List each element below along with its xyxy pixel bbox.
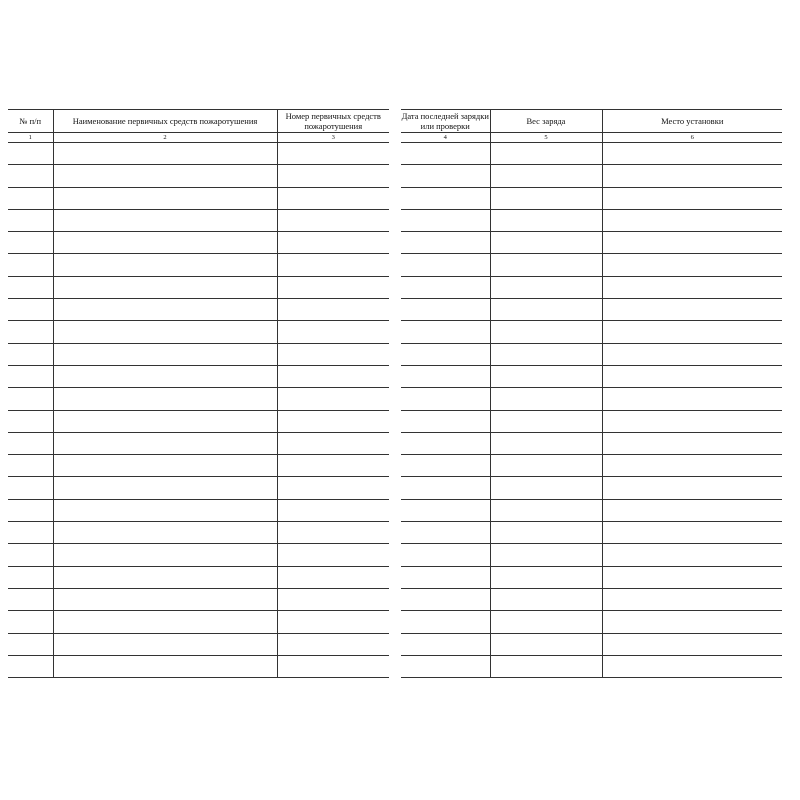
- table-cell[interactable]: [8, 611, 53, 633]
- table-cell[interactable]: [8, 254, 53, 276]
- table-cell[interactable]: [602, 499, 782, 521]
- table-cell[interactable]: [277, 276, 389, 298]
- table-row[interactable]: [401, 276, 782, 298]
- table-row[interactable]: [8, 209, 389, 231]
- column-number-row: [401, 133, 782, 143]
- table-cell[interactable]: [8, 388, 53, 410]
- table-row[interactable]: [401, 299, 782, 321]
- table-cell[interactable]: [53, 187, 277, 209]
- column-number: 2: [53, 133, 277, 143]
- table-row[interactable]: [8, 232, 389, 254]
- table-cell[interactable]: [490, 209, 602, 231]
- table-cell[interactable]: [53, 455, 277, 477]
- table-cell[interactable]: [401, 611, 490, 633]
- table-cell[interactable]: [602, 187, 782, 209]
- table-cell[interactable]: [277, 477, 389, 499]
- column-number: 1: [8, 133, 53, 143]
- left-page: [8, 109, 389, 678]
- table-cell[interactable]: [401, 321, 490, 343]
- table-cell[interactable]: [8, 499, 53, 521]
- table-cell[interactable]: [602, 611, 782, 633]
- column-header-name: Наименование первичных средств пожаротушения: [53, 110, 277, 133]
- table-cell[interactable]: [401, 209, 490, 231]
- table-row[interactable]: [401, 321, 782, 343]
- table-cell[interactable]: [401, 276, 490, 298]
- table-cell[interactable]: [277, 321, 389, 343]
- table-row[interactable]: [8, 143, 389, 165]
- table-cell[interactable]: [277, 611, 389, 633]
- table-cell[interactable]: [8, 209, 53, 231]
- table-cell[interactable]: [8, 165, 53, 187]
- table-row[interactable]: [401, 388, 782, 410]
- table-cell[interactable]: [602, 522, 782, 544]
- table-cell[interactable]: [490, 455, 602, 477]
- table-cell[interactable]: [602, 655, 782, 677]
- table-row[interactable]: [401, 143, 782, 165]
- table-cell[interactable]: [8, 299, 53, 321]
- table-row[interactable]: [8, 432, 389, 454]
- table-cell[interactable]: [401, 499, 490, 521]
- table-cell[interactable]: [8, 566, 53, 588]
- table-row[interactable]: [401, 365, 782, 387]
- table-row[interactable]: [8, 455, 389, 477]
- table-cell[interactable]: [401, 477, 490, 499]
- table-cell[interactable]: [8, 477, 53, 499]
- table-cell[interactable]: [53, 321, 277, 343]
- table-row[interactable]: [8, 522, 389, 544]
- table-cell[interactable]: [277, 588, 389, 610]
- table-cell[interactable]: [602, 566, 782, 588]
- table-cell[interactable]: [53, 299, 277, 321]
- table-row[interactable]: [401, 544, 782, 566]
- table-cell[interactable]: [277, 254, 389, 276]
- table-cell[interactable]: [490, 432, 602, 454]
- table-cell[interactable]: [490, 522, 602, 544]
- table-cell[interactable]: [490, 299, 602, 321]
- table-cell[interactable]: [490, 633, 602, 655]
- table-cell[interactable]: [401, 566, 490, 588]
- table-cell[interactable]: [602, 455, 782, 477]
- table-cell[interactable]: [277, 455, 389, 477]
- table-cell[interactable]: [53, 365, 277, 387]
- table-cell[interactable]: [401, 633, 490, 655]
- table-row[interactable]: [8, 187, 389, 209]
- table-cell[interactable]: [490, 187, 602, 209]
- table-row[interactable]: [401, 655, 782, 677]
- table-row[interactable]: [8, 566, 389, 588]
- table-cell[interactable]: [490, 143, 602, 165]
- table-cell[interactable]: [53, 209, 277, 231]
- table-cell[interactable]: [277, 165, 389, 187]
- table-cell[interactable]: [401, 655, 490, 677]
- table-cell[interactable]: [53, 611, 277, 633]
- table-row[interactable]: [8, 410, 389, 432]
- column-number-row: [8, 133, 389, 143]
- table-cell[interactable]: [490, 321, 602, 343]
- table-cell[interactable]: [490, 232, 602, 254]
- table-cell[interactable]: [401, 343, 490, 365]
- table-cell[interactable]: [277, 432, 389, 454]
- right-page: [401, 109, 782, 678]
- table-row[interactable]: [8, 633, 389, 655]
- table-cell[interactable]: [8, 276, 53, 298]
- table-cell[interactable]: [8, 544, 53, 566]
- table-cell[interactable]: [8, 522, 53, 544]
- table-row[interactable]: [401, 611, 782, 633]
- table-row[interactable]: [8, 499, 389, 521]
- table-cell[interactable]: [8, 343, 53, 365]
- table-cell[interactable]: [8, 655, 53, 677]
- header-row: [401, 110, 782, 133]
- table-cell[interactable]: [8, 321, 53, 343]
- table-cell[interactable]: [602, 209, 782, 231]
- table-cell[interactable]: [8, 588, 53, 610]
- table-row[interactable]: [401, 187, 782, 209]
- table-cell[interactable]: [53, 165, 277, 187]
- column-header-charge-weight: Вес заряда: [490, 110, 602, 133]
- table-cell[interactable]: [602, 232, 782, 254]
- table-cell[interactable]: [490, 343, 602, 365]
- table-cell[interactable]: [8, 232, 53, 254]
- table-cell[interactable]: [277, 209, 389, 231]
- table-cell[interactable]: [401, 544, 490, 566]
- table-cell[interactable]: [8, 410, 53, 432]
- table-cell[interactable]: [277, 522, 389, 544]
- table-cell[interactable]: [8, 365, 53, 387]
- table-row[interactable]: [401, 410, 782, 432]
- column-number: 4: [401, 133, 490, 143]
- table-cell[interactable]: [401, 165, 490, 187]
- table-cell[interactable]: [277, 655, 389, 677]
- left-log-table: [8, 110, 389, 678]
- table-cell[interactable]: [490, 410, 602, 432]
- column-header-number: № п/п: [8, 110, 53, 133]
- table-row[interactable]: [8, 544, 389, 566]
- column-number: 6: [602, 133, 782, 143]
- table-row[interactable]: [8, 655, 389, 677]
- table-row[interactable]: [8, 343, 389, 365]
- table-cell[interactable]: [401, 143, 490, 165]
- table-row[interactable]: [401, 499, 782, 521]
- table-cell[interactable]: [401, 432, 490, 454]
- table-row[interactable]: [8, 254, 389, 276]
- table-cell[interactable]: [401, 232, 490, 254]
- column-header-id: Номер первичных средств пожаротушения: [277, 110, 389, 133]
- table-cell[interactable]: [277, 544, 389, 566]
- table-cell[interactable]: [401, 187, 490, 209]
- table-cell[interactable]: [8, 187, 53, 209]
- table-cell[interactable]: [53, 410, 277, 432]
- table-cell[interactable]: [401, 522, 490, 544]
- table-cell[interactable]: [277, 499, 389, 521]
- table-cell[interactable]: [53, 522, 277, 544]
- table-cell[interactable]: [53, 655, 277, 677]
- table-cell[interactable]: [490, 477, 602, 499]
- table-cell[interactable]: [490, 276, 602, 298]
- table-cell[interactable]: [602, 365, 782, 387]
- table-cell[interactable]: [53, 388, 277, 410]
- table-cell[interactable]: [277, 187, 389, 209]
- table-cell[interactable]: [401, 388, 490, 410]
- table-row[interactable]: [401, 477, 782, 499]
- table-cell[interactable]: [53, 343, 277, 365]
- table-cell[interactable]: [602, 410, 782, 432]
- table-row[interactable]: [401, 566, 782, 588]
- table-cell[interactable]: [53, 254, 277, 276]
- table-cell[interactable]: [8, 143, 53, 165]
- table-cell[interactable]: [490, 544, 602, 566]
- table-cell[interactable]: [602, 165, 782, 187]
- table-cell[interactable]: [277, 410, 389, 432]
- table-cell[interactable]: [602, 321, 782, 343]
- column-number: 5: [490, 133, 602, 143]
- header-row: [8, 110, 389, 133]
- table-row[interactable]: [401, 232, 782, 254]
- table-row[interactable]: [401, 633, 782, 655]
- table-cell[interactable]: [53, 588, 277, 610]
- table-cell[interactable]: [277, 365, 389, 387]
- table-row[interactable]: [401, 588, 782, 610]
- table-cell[interactable]: [602, 343, 782, 365]
- table-row[interactable]: [401, 432, 782, 454]
- table-cell[interactable]: [602, 143, 782, 165]
- table-row[interactable]: [8, 276, 389, 298]
- table-cell[interactable]: [53, 432, 277, 454]
- table-row[interactable]: [401, 343, 782, 365]
- table-cell[interactable]: [53, 143, 277, 165]
- table-row[interactable]: [8, 365, 389, 387]
- column-header-check-date: Дата последней зарядки или проверки: [401, 111, 489, 131]
- table-row[interactable]: [401, 254, 782, 276]
- table-cell[interactable]: [490, 365, 602, 387]
- table-cell[interactable]: [277, 299, 389, 321]
- table-cell[interactable]: [277, 388, 389, 410]
- table-row[interactable]: [8, 165, 389, 187]
- right-log-table: [401, 110, 782, 678]
- table-cell[interactable]: [8, 455, 53, 477]
- table-row[interactable]: [8, 388, 389, 410]
- table-cell[interactable]: [602, 588, 782, 610]
- table-cell[interactable]: [602, 299, 782, 321]
- table-cell[interactable]: [53, 566, 277, 588]
- table-cell[interactable]: [53, 544, 277, 566]
- table-row[interactable]: [8, 299, 389, 321]
- table-cell[interactable]: [490, 165, 602, 187]
- table-cell[interactable]: [277, 343, 389, 365]
- table-row[interactable]: [8, 477, 389, 499]
- table-row[interactable]: [401, 165, 782, 187]
- table-row[interactable]: [401, 522, 782, 544]
- table-cell[interactable]: [490, 388, 602, 410]
- table-cell[interactable]: [602, 633, 782, 655]
- table-cell[interactable]: [490, 566, 602, 588]
- table-cell[interactable]: [8, 633, 53, 655]
- table-cell[interactable]: [490, 611, 602, 633]
- table-cell[interactable]: [602, 544, 782, 566]
- column-header-location: Место установки: [602, 110, 782, 133]
- table-cell[interactable]: [602, 254, 782, 276]
- table-cell[interactable]: [277, 143, 389, 165]
- table-cell[interactable]: [602, 477, 782, 499]
- table-cell[interactable]: [53, 477, 277, 499]
- table-cell[interactable]: [277, 232, 389, 254]
- table-row[interactable]: [8, 611, 389, 633]
- table-cell[interactable]: [401, 254, 490, 276]
- table-cell[interactable]: [8, 432, 53, 454]
- table-cell[interactable]: [490, 588, 602, 610]
- table-cell[interactable]: [53, 276, 277, 298]
- table-row[interactable]: [401, 209, 782, 231]
- table-cell[interactable]: [602, 388, 782, 410]
- table-cell[interactable]: [277, 633, 389, 655]
- table-cell[interactable]: [277, 566, 389, 588]
- column-number: 3: [277, 133, 389, 143]
- table-cell[interactable]: [401, 588, 490, 610]
- table-cell[interactable]: [602, 276, 782, 298]
- table-cell[interactable]: [602, 432, 782, 454]
- table-cell[interactable]: [401, 299, 490, 321]
- table-cell[interactable]: [401, 410, 490, 432]
- table-cell[interactable]: [53, 499, 277, 521]
- table-cell[interactable]: [490, 655, 602, 677]
- table-cell[interactable]: [401, 455, 490, 477]
- table-cell[interactable]: [53, 633, 277, 655]
- table-row[interactable]: [8, 588, 389, 610]
- table-cell[interactable]: [490, 499, 602, 521]
- table-cell[interactable]: [490, 254, 602, 276]
- table-cell[interactable]: [53, 232, 277, 254]
- table-cell[interactable]: [401, 365, 490, 387]
- table-row[interactable]: [8, 321, 389, 343]
- table-row[interactable]: [401, 455, 782, 477]
